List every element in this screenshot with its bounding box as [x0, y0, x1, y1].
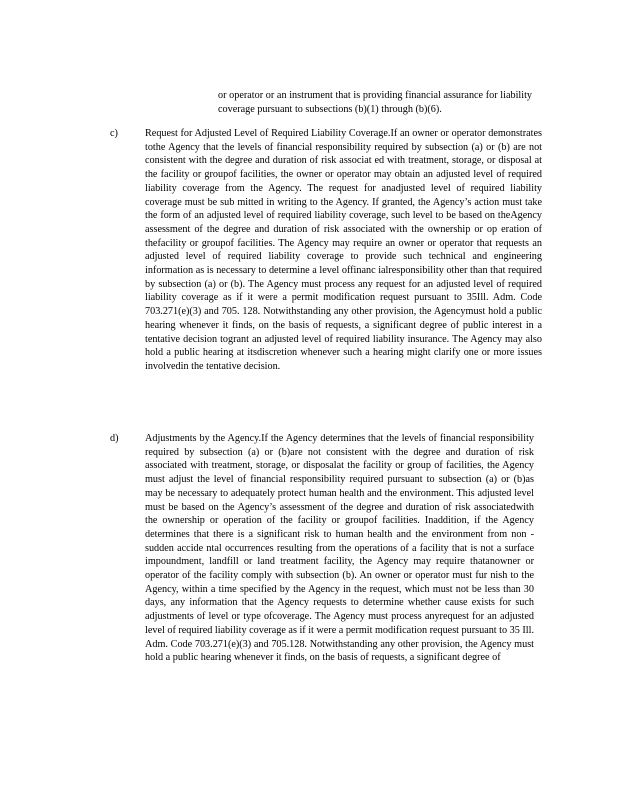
section-label-d: d): [110, 433, 119, 444]
section-d-paragraph: Adjustments by the Agency.If the Agency determines that the levels of financial responsibility required by subsection (a) or (b)are not consistent with the degree and duration of risk associated with treatment, storage, or disposalat the facility or group of facilities, the Agency must adjust the level of financial responsibility required pursuant to subsection (a) or (b)as may be necessary to adequately protect human health and the environment. This adjusted level must be based on the Agency’s assessment of the degree and duration of risk associatedwith the ownership or operation of the facility or groupof facilities. Inaddition, if the Agency determines that there is a significant risk to human health and the environment from non -sudden accide ntal occurrences resulting from the operations of a facility that is not a surface impoundment, landfill or land treatment facility, the Agency may require thatanowner or operator of the facility comply with subsection (b). An owner or operator must fur nish to the Agency, within a time specified by the Agency in the request, which must not be less than 30 days, any information that the Agency requests to determine whether cause exists for such adjustments of level or type ofcoverage. The Agency must process anyrequest for an adjusted level of required liability coverage as if it were a permit modification request pursuant to 35 Ill. Adm. Code 703.271(e)(3) and 705.128. Notwithstanding any other provision, the Agency must hold a public hearing whenever it finds, on the basis of requests, a significant degree of: [145, 433, 534, 664]
section-c-paragraph: Request for Adjusted Level of Required Liability Coverage.If an owner or operator demonstrates tothe Agency that the levels of financial responsibility required by subsection (a) or (b) are not consistent with the degree and duration of risk associat ed with treatment, storage, or disposal at the facility or groupof facilities, the owner or operator may obtain an adjusted level of required liability coverage from the Agency. The request for anadjusted level of required liability coverage must be sub mitted in writing to the Agency. If granted, the Agency’s action must take the form of an adjusted level of required liability coverage, such level to be based on theAgency assessment of the degree and duration of risk associated with the ownership or op eration of thefacility or groupof facilities. The Agency may require an owner or operator that requests an adjusted level of required liability coverage to provide such technical and engineering information as is necessary to determine a level offinanc ialresponsibility other than that required by subsection (a) or (b). The Agency must process any request for an adjusted level of required liability coverage as if it were a permit modification request pursuant to 35Ill. Adm. Code 703.271(e)(3) and 705. 128. Notwithstanding any other provision, the Agencymust hold a public hearing whenever it finds, on the basis of requests, a significant degree of public interest in a tentative decision togrant an adjusted level of required liability insurance. The Agency may also hold a public hearing at itsdiscretion whenever such a hearing might clarify one or more issues involvedin the tentative decision.: [145, 128, 542, 372]
continuation-paragraph: or operator or an instrument that is providing financial assurance for liability coverage pursuant to subsections (b)(1) through (b)(6).: [218, 90, 532, 115]
section-label-c: c): [110, 128, 118, 139]
